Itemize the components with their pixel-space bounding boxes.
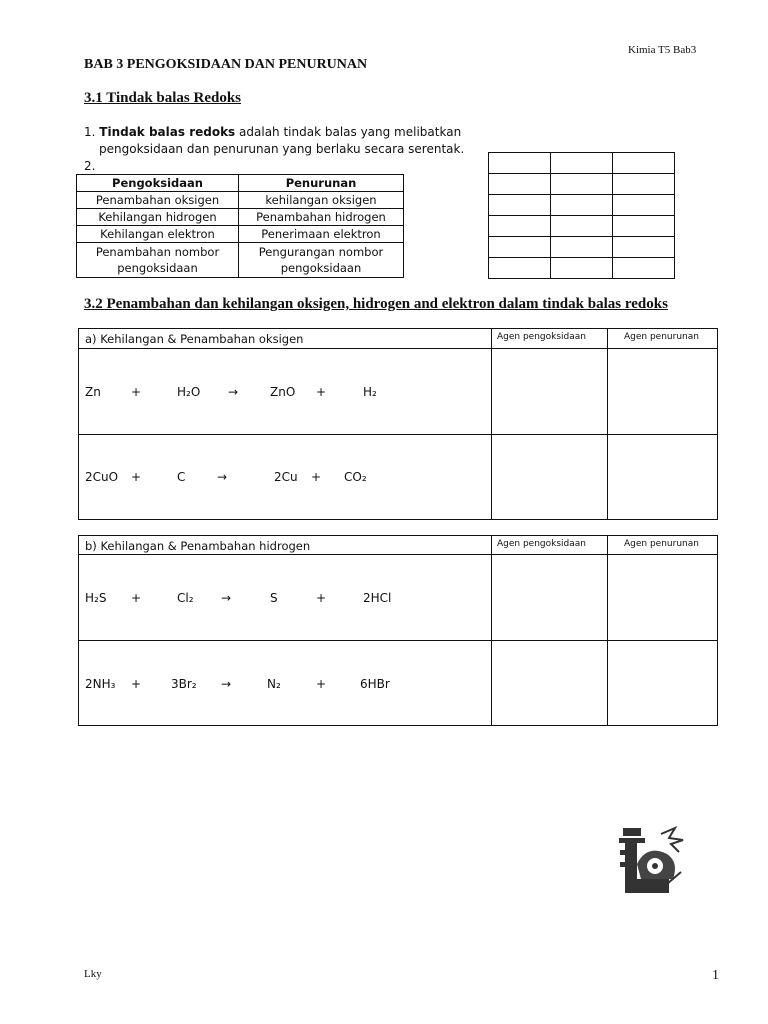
footer-author: Lky bbox=[84, 968, 102, 980]
blank-cell[interactable] bbox=[613, 216, 675, 237]
product: CO₂ bbox=[344, 470, 367, 484]
definition-paragraph bbox=[84, 124, 464, 175]
product: ZnO bbox=[270, 385, 296, 399]
blank-cell[interactable] bbox=[613, 174, 675, 195]
product: S bbox=[270, 591, 278, 605]
product: N₂ bbox=[267, 677, 281, 691]
table-cell: Pengurangan nombor pengoksidaan bbox=[239, 243, 404, 278]
blank-cell[interactable] bbox=[489, 237, 551, 258]
section-heading-3-2: 3.2 Penambahan dan kehilangan oksigen, hidrogen and elektron dalam tindak balas redoks bbox=[84, 296, 668, 312]
table-header-row bbox=[77, 175, 404, 192]
table-row bbox=[77, 209, 404, 226]
table-row bbox=[489, 237, 675, 258]
plus-sign: + bbox=[131, 385, 142, 399]
product: 6HBr bbox=[360, 677, 390, 691]
oxidizing-agent-header: Agen pengoksidaan bbox=[497, 539, 586, 549]
definition-text-b: pengoksidaan dan penurunan yang berlaku secara serentak. bbox=[99, 142, 465, 156]
plus-sign: + bbox=[131, 470, 142, 484]
blank-cell[interactable] bbox=[489, 153, 551, 174]
lky-logo-icon bbox=[617, 824, 687, 900]
chapter-title: BAB 3 PENGOKSIDAAN DAN PENURUNAN bbox=[84, 57, 368, 72]
oxidation-reduction-table bbox=[76, 174, 404, 278]
oxidizing-agent-header: Agen pengoksidaan bbox=[497, 332, 586, 342]
product: H₂ bbox=[363, 385, 377, 399]
plus-sign: + bbox=[316, 677, 327, 691]
table-cell: kehilangan oksigen bbox=[239, 192, 404, 209]
blank-cell[interactable] bbox=[551, 237, 613, 258]
table-row bbox=[77, 192, 404, 209]
hydrogen-exercise-box bbox=[78, 535, 718, 726]
table-row bbox=[489, 195, 675, 216]
reactant: Cl₂ bbox=[177, 591, 194, 605]
arrow-icon: → bbox=[228, 385, 239, 399]
term-redox: Tindak balas redoks bbox=[99, 125, 236, 139]
blank-cell[interactable] bbox=[613, 258, 675, 279]
table-cell: Kehilangan hidrogen bbox=[77, 209, 239, 226]
reactant: 2CuO bbox=[85, 470, 119, 484]
column-header-reduction: Penurunan bbox=[239, 175, 404, 192]
item-number-2: 2. bbox=[84, 159, 96, 173]
divider bbox=[79, 640, 717, 641]
oxygen-exercise-box bbox=[78, 328, 718, 520]
box-title: a) Kehilangan & Penambahan oksigen bbox=[85, 332, 304, 346]
reducing-agent-header: Agen penurunan bbox=[624, 332, 699, 342]
section-heading-3-1: 3.1 Tindak balas Redoks bbox=[84, 90, 242, 106]
divider bbox=[79, 434, 717, 435]
column-header-oxidation: Pengoksidaan bbox=[77, 175, 239, 192]
table-row bbox=[489, 216, 675, 237]
blank-cell[interactable] bbox=[489, 216, 551, 237]
blank-cell[interactable] bbox=[613, 153, 675, 174]
blank-cell[interactable] bbox=[489, 174, 551, 195]
plus-sign: + bbox=[316, 385, 327, 399]
table-cell: Penerimaan elektron bbox=[239, 226, 404, 243]
plus-sign: + bbox=[311, 470, 322, 484]
arrow-icon: → bbox=[221, 591, 232, 605]
table-cell: Penambahan hidrogen bbox=[239, 209, 404, 226]
blank-answer-grid bbox=[488, 152, 675, 279]
blank-cell[interactable] bbox=[489, 258, 551, 279]
table-cell: Penambahan oksigen bbox=[77, 192, 239, 209]
reducing-agent-header: Agen penurunan bbox=[624, 539, 699, 549]
plus-sign: + bbox=[316, 591, 327, 605]
arrow-icon: → bbox=[221, 677, 232, 691]
blank-cell[interactable] bbox=[551, 195, 613, 216]
blank-cell[interactable] bbox=[613, 237, 675, 258]
divider bbox=[607, 329, 608, 519]
reactant: H₂S bbox=[85, 591, 107, 605]
item-number-1: 1. bbox=[84, 125, 96, 139]
arrow-icon: → bbox=[217, 470, 228, 484]
plus-sign: + bbox=[131, 591, 142, 605]
table-row bbox=[489, 258, 675, 279]
product: 2Cu bbox=[274, 470, 298, 484]
blank-cell[interactable] bbox=[551, 153, 613, 174]
reactant: 2NH₃ bbox=[85, 677, 116, 691]
definition-text-a: adalah tindak balas yang melibatkan bbox=[239, 125, 462, 139]
reactant: 3Br₂ bbox=[171, 677, 197, 691]
table-cell: Kehilangan elektron bbox=[77, 226, 239, 243]
page-number: 1 bbox=[712, 968, 719, 983]
blank-cell[interactable] bbox=[551, 174, 613, 195]
table-row bbox=[77, 226, 404, 243]
divider bbox=[79, 348, 717, 349]
divider bbox=[79, 554, 717, 555]
plus-sign: + bbox=[131, 677, 142, 691]
blank-cell[interactable] bbox=[613, 195, 675, 216]
blank-cell[interactable] bbox=[551, 258, 613, 279]
divider bbox=[491, 329, 492, 519]
table-cell: Penambahan nombor pengoksidaan bbox=[77, 243, 239, 278]
table-row bbox=[489, 174, 675, 195]
product: 2HCl bbox=[363, 591, 392, 605]
reactant: Zn bbox=[85, 385, 101, 399]
reactant: C bbox=[177, 470, 186, 484]
blank-cell[interactable] bbox=[551, 216, 613, 237]
reactant: H₂O bbox=[177, 385, 201, 399]
divider bbox=[491, 536, 492, 725]
table-row bbox=[489, 153, 675, 174]
header-course-label: Kimia T5 Bab3 bbox=[628, 44, 697, 56]
divider bbox=[607, 536, 608, 725]
blank-cell[interactable] bbox=[489, 195, 551, 216]
table-row bbox=[77, 243, 404, 278]
box-title: b) Kehilangan & Penambahan hidrogen bbox=[85, 539, 311, 553]
